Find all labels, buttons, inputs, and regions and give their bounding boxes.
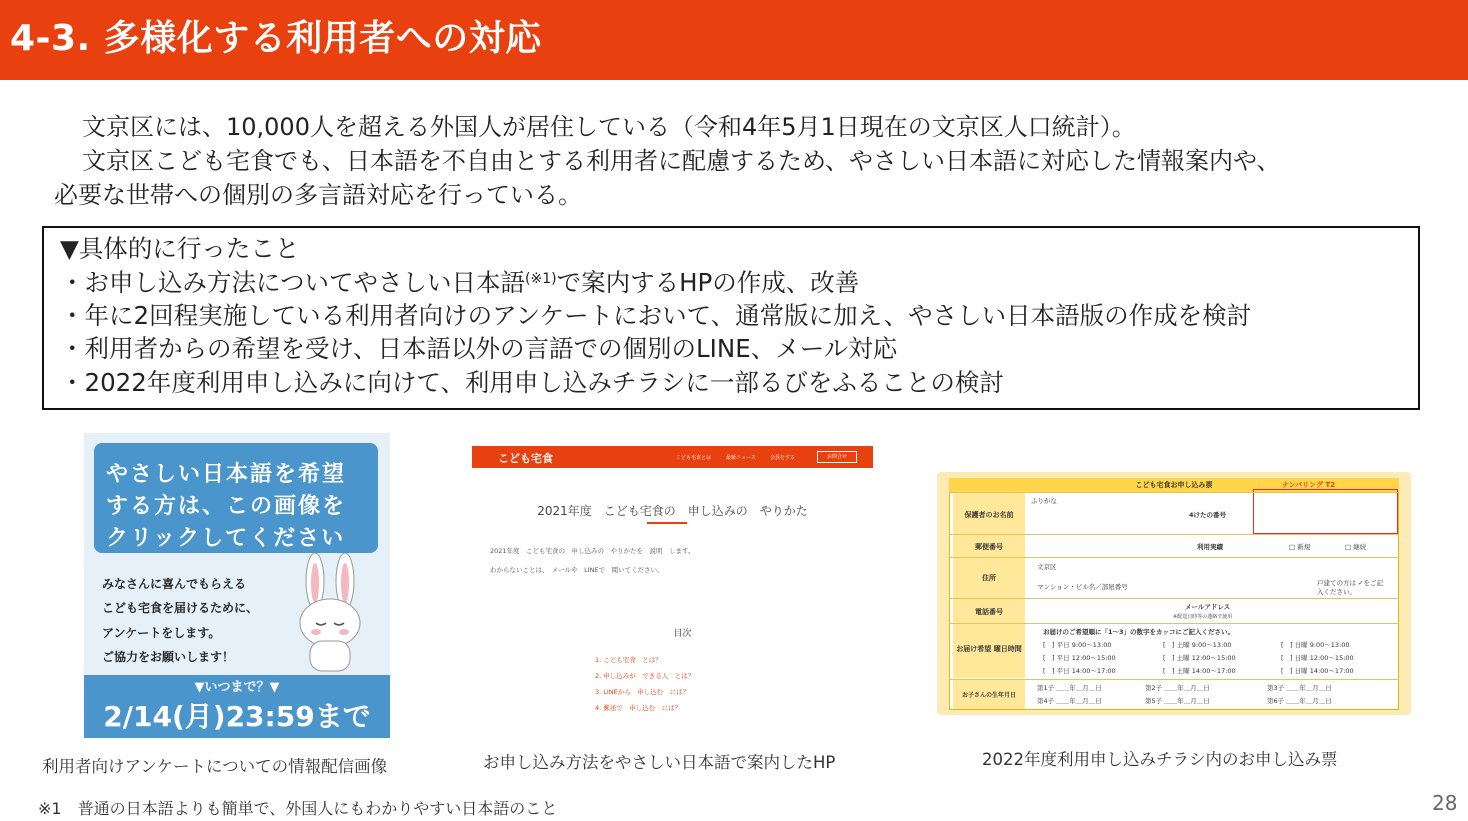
intro-line-2: 文京区こども宅食でも、日本語を不自由とする利用者に配慮するため、やさしい日本語に対応した情報案内や、 [82, 147, 1281, 175]
hp-text-2: わからないことは、 メールや LINEで 聞いてください。 [490, 566, 664, 574]
form-birth-2: 第2子 ＿＿年＿月＿日 [1145, 684, 1210, 692]
action-item-1-text: ・お申し込み方法についてやさしい日本語 [60, 268, 526, 297]
form-delivery-note: お届けのご希望順に「1～3」の数字をカッコにご記入ください。 [1043, 628, 1234, 636]
rabbit-illustration-icon [280, 553, 380, 673]
survey-headline-1: やさしい日本語を希望 [106, 462, 347, 487]
form-house-note: 戸建ての方は ✓をご記入ください。 [1317, 579, 1384, 596]
action-item-1-text-end: で案内するHPの作成、改善 [556, 268, 860, 297]
action-item-1 [60, 264, 859, 299]
intro-line-1: 文京区には、10,000人を超える外国人が居住している（令和4年5月1日現在の文京区人口統計）。 [82, 113, 1136, 141]
survey-headline-2: する方は、この画像を [106, 494, 347, 519]
form-slot-4: [ ] 土曜 9:00～13:00 [1163, 641, 1232, 649]
form-slot-6: [ ] 土曜 14:00～17:00 [1163, 667, 1236, 675]
footnote-ref: (※1) [525, 271, 557, 287]
form-number-box [1253, 489, 1398, 534]
form-furigana: ふりがな [1031, 497, 1057, 505]
hp-nav-news[interactable]: 最新ニュース [726, 455, 756, 461]
form-address-building: マンション・ビル名／部屋番号 [1037, 583, 1128, 591]
form-email-note: ※配送日時等の連絡で使用 [1173, 614, 1233, 620]
hp-nav-about[interactable]: こども宅食とは [676, 455, 712, 461]
survey-body-2: こども宅食を届けるために、 [102, 601, 259, 615]
form-birth-6: 第6子 ＿＿年＿月＿日 [1267, 697, 1332, 705]
form-numbering: ナンバリング T2 [1282, 481, 1336, 489]
hp-toc-title: 目次 [673, 629, 692, 639]
survey-until-label: ▼いつまで？▼ [194, 680, 280, 695]
intro-line-3: 必要な世帯への個別の多言語対応を行っている。 [54, 181, 582, 209]
application-form-image [937, 472, 1411, 715]
form-slot-9: [ ] 日曜 14:00～17:00 [1281, 667, 1354, 675]
form-slot-7: [ ] 日曜 9:00～13:00 [1281, 641, 1350, 649]
form-slot-1: [ ] 平日 9:00～13:00 [1043, 641, 1112, 649]
footnote: ※1 普通の日本語よりも簡単で、外国人にもわかりやすい日本語のこと [38, 799, 558, 818]
form-postal-label: 郵便番号 [953, 535, 1025, 557]
actions-heading: ▼具体的に行ったこと [60, 234, 300, 263]
hp-toc-item-2[interactable]: 2. 申し込みが できる人 とは？ [595, 672, 695, 680]
survey-headline-3: クリックしてください [106, 526, 346, 551]
hp-text-1: 2021年度 こども宅食の 申し込みの やりかたを 説明 します。 [490, 547, 695, 555]
survey-body-4: ご協力をお願いします！ [102, 650, 235, 664]
hp-title-underline [647, 522, 687, 524]
form-birth-label: お子さんの生年月日 [953, 680, 1025, 709]
action-item-4: ・2022年度利用申し込みに向けて、利用申し込みチラシに一部るびをふることの検討 [60, 368, 1004, 397]
form-slot-2: [ ] 平日 12:00～15:00 [1043, 654, 1116, 662]
form-birth-4: 第4子 ＿＿年＿月＿日 [1037, 697, 1102, 705]
action-item-2: ・年に2回程実施している利用者向けのアンケートにおいて、通常版に加え、やさしい日本語版の作成を検討 [60, 301, 1252, 330]
action-item-3: ・利用者からの希望を受け、日本語以外の言語での個別のLINE、メール対応 [60, 334, 898, 363]
survey-banner-image[interactable] [84, 433, 390, 738]
form-phone-label: 電話番号 [953, 599, 1025, 623]
form-birth-1: 第1子 ＿＿年＿月＿日 [1037, 684, 1102, 692]
survey-deadline: 2/14(月)23:59まで [103, 700, 371, 733]
form-slot-8: [ ] 日曜 12:00～15:00 [1281, 654, 1354, 662]
caption-survey: 利用者向けアンケートについての情報配信画像 [42, 757, 388, 776]
hp-contact-button[interactable] [817, 451, 857, 463]
form-address-ward: 文京区 [1037, 563, 1057, 571]
form-guardian-label: 保護者のお名前 [953, 493, 1025, 534]
survey-body-1: みなさんに喜んでもらえる [102, 577, 247, 591]
form-email-label: メールアドレス [1185, 603, 1231, 611]
form-delivery-label: お届け希望 曜日時間 [953, 624, 1025, 678]
form-usage-new: □ 新規 [1289, 543, 1311, 551]
hp-page-title: 2021年度 こども宅食の 申し込みの やりかた [537, 504, 808, 518]
hp-toc-item-3[interactable]: 3. LINEから 申し込む には？ [595, 688, 690, 696]
form-slot-5: [ ] 土曜 12:00～15:00 [1163, 654, 1236, 662]
form-slot-3: [ ] 平日 14:00～17:00 [1043, 667, 1116, 675]
page-number: 28 [1432, 791, 1458, 815]
form-address-label: 住所 [953, 558, 1025, 598]
hp-logo: こども宅食 [498, 452, 553, 465]
form-title: こども宅食お申し込み票 [1135, 481, 1213, 489]
form-birth-5: 第5子 ＿＿年＿月＿日 [1145, 697, 1210, 705]
form-birth-3: 第3子 ＿＿年＿月＿日 [1267, 684, 1332, 692]
hp-toc-item-4[interactable]: 4. 郵送で 申し込む には？ [595, 704, 682, 712]
hp-toc-item-1[interactable]: 1. こども宅食 とは？ [595, 656, 662, 664]
hp-contact-label: お問合せ [826, 454, 847, 460]
homepage-screenshot [472, 446, 873, 736]
form-four-digit-label: 4けたの番号 [1189, 511, 1227, 519]
caption-hp: お申し込み方法をやさしい日本語で案内したHP [483, 753, 836, 772]
slide-title: 4-3. 多様化する利用者への対応 [10, 18, 542, 59]
survey-body-3: アンケートをします。 [102, 626, 221, 640]
caption-form: 2022年度利用申し込みチラシ内のお申し込み票 [982, 750, 1338, 769]
form-usage-label: 利用実績 [1197, 543, 1223, 551]
hp-nav-member[interactable]: 会員をする [770, 455, 796, 461]
form-usage-continue: □ 継続 [1345, 543, 1367, 551]
